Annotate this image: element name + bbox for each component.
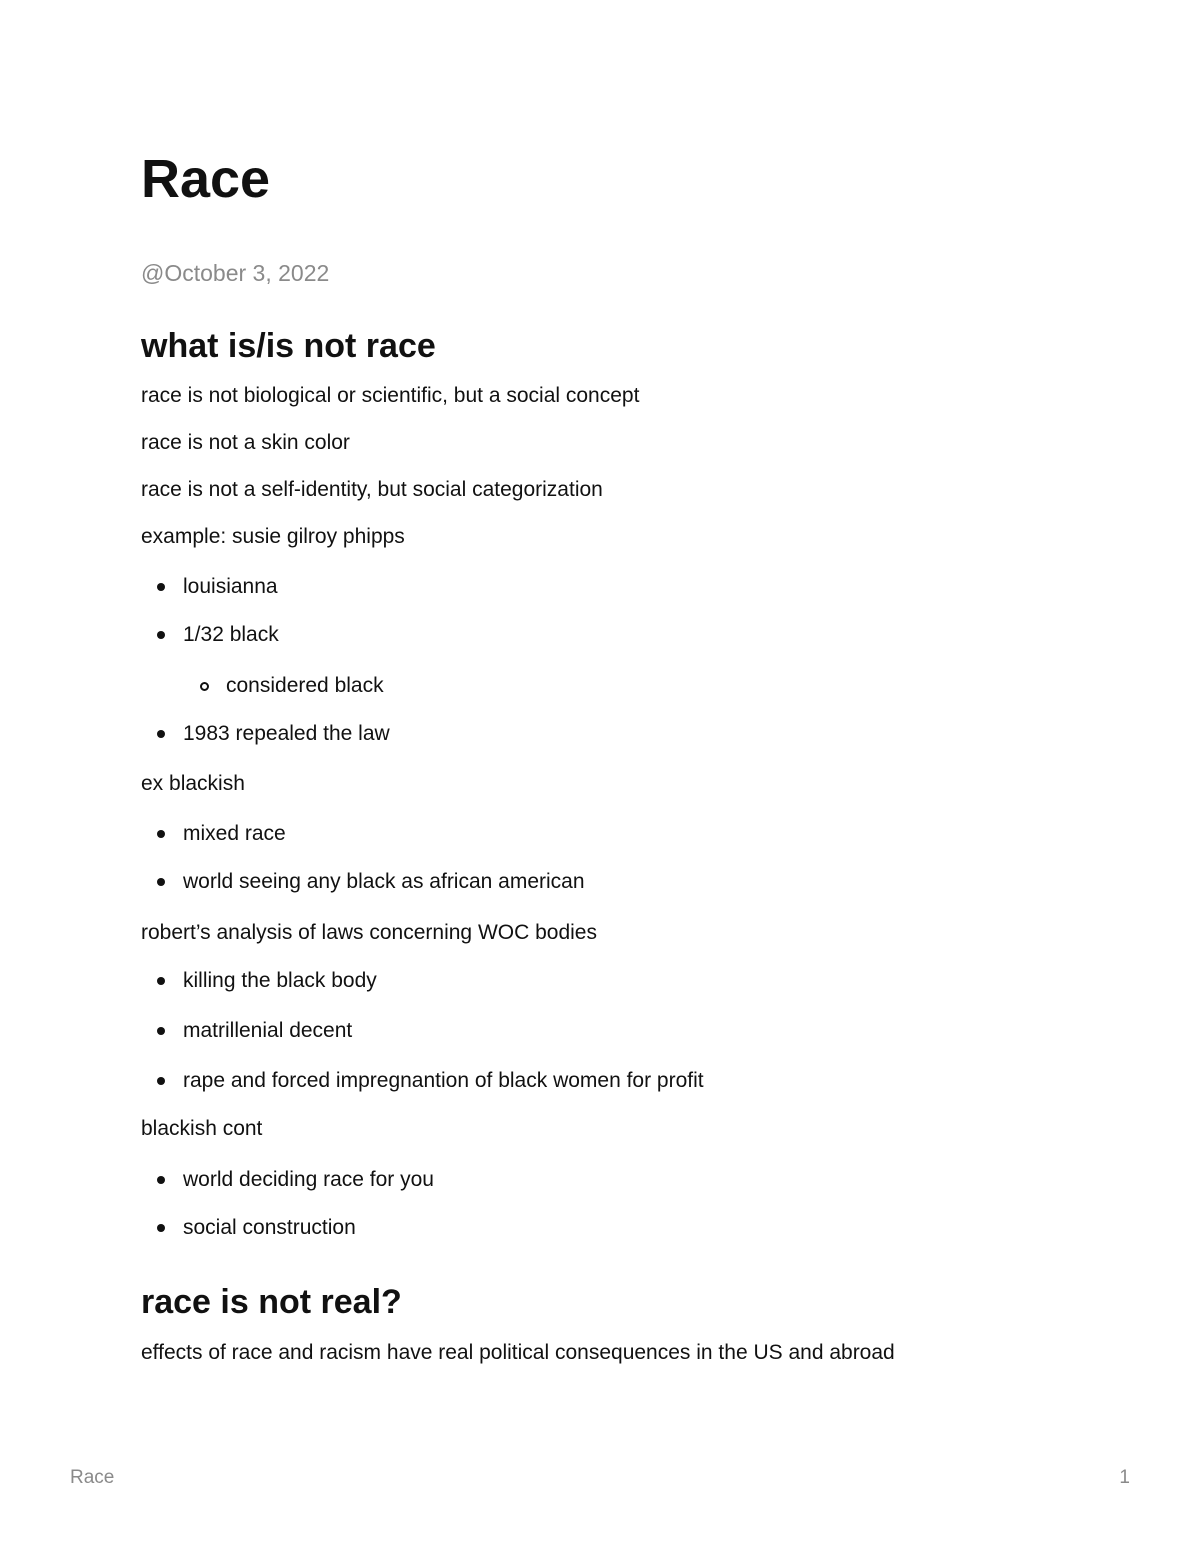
paragraph: effects of race and racism have real political consequences in the US and abroad bbox=[141, 1341, 895, 1364]
list-item bbox=[157, 1213, 356, 1243]
list-item-text: social construction bbox=[183, 1216, 356, 1239]
page-date: @October 3, 2022 bbox=[141, 260, 330, 286]
paragraph: race is not a self-identity, but social categorization bbox=[141, 478, 603, 501]
list-item bbox=[157, 966, 377, 996]
list-item-text: world deciding race for you bbox=[183, 1168, 434, 1191]
list-item-text: rape and forced impregnantion of black women for profit bbox=[183, 1069, 704, 1092]
paragraph: race is not biological or scientific, but a social concept bbox=[141, 384, 640, 407]
list-item-text: world seeing any black as african american bbox=[183, 870, 585, 893]
paragraph: race is not a skin color bbox=[141, 431, 350, 454]
section-heading-what-is-race: what is/is not race bbox=[141, 327, 436, 365]
list-item-text: killing the black body bbox=[183, 969, 377, 992]
list-item-text: considered black bbox=[226, 674, 384, 697]
list-item bbox=[157, 719, 390, 749]
list-item bbox=[157, 1165, 434, 1195]
list-item-text: matrillenial decent bbox=[183, 1019, 353, 1042]
bullet-icon bbox=[157, 878, 165, 886]
list-item-text: 1983 repealed the law bbox=[183, 722, 390, 745]
footer-title: Race bbox=[70, 1467, 115, 1488]
paragraph: blackish cont bbox=[141, 1117, 263, 1140]
paragraph: robert’s analysis of laws concerning WOC bodies bbox=[141, 921, 597, 944]
bullet-icon bbox=[157, 977, 165, 985]
bullet-icon bbox=[157, 730, 165, 738]
paragraph: example: susie gilroy phipps bbox=[141, 525, 405, 548]
paragraph: ex blackish bbox=[141, 772, 245, 795]
list-item bbox=[157, 1066, 704, 1096]
list-item bbox=[157, 867, 585, 897]
bullet-icon bbox=[157, 1077, 165, 1085]
bullet-icon bbox=[157, 1027, 165, 1035]
list-item bbox=[157, 620, 279, 650]
page-number: 1 bbox=[1119, 1467, 1130, 1488]
section-heading-race-not-real: race is not real? bbox=[141, 1283, 402, 1321]
bullet-icon bbox=[157, 1176, 165, 1184]
list-item-text: mixed race bbox=[183, 822, 286, 845]
bullet-icon bbox=[157, 631, 165, 639]
list-item bbox=[157, 1016, 352, 1046]
bullet-icon bbox=[157, 1224, 165, 1232]
bullet-icon bbox=[157, 583, 165, 591]
sub-list-item bbox=[200, 671, 384, 701]
list-item bbox=[157, 819, 286, 849]
list-item bbox=[157, 572, 278, 602]
page-title: Race bbox=[141, 149, 271, 209]
list-item-text: 1/32 black bbox=[183, 623, 279, 646]
list-item-text: louisianna bbox=[183, 575, 278, 598]
hollow-bullet-icon bbox=[200, 682, 209, 691]
bullet-icon bbox=[157, 830, 165, 838]
